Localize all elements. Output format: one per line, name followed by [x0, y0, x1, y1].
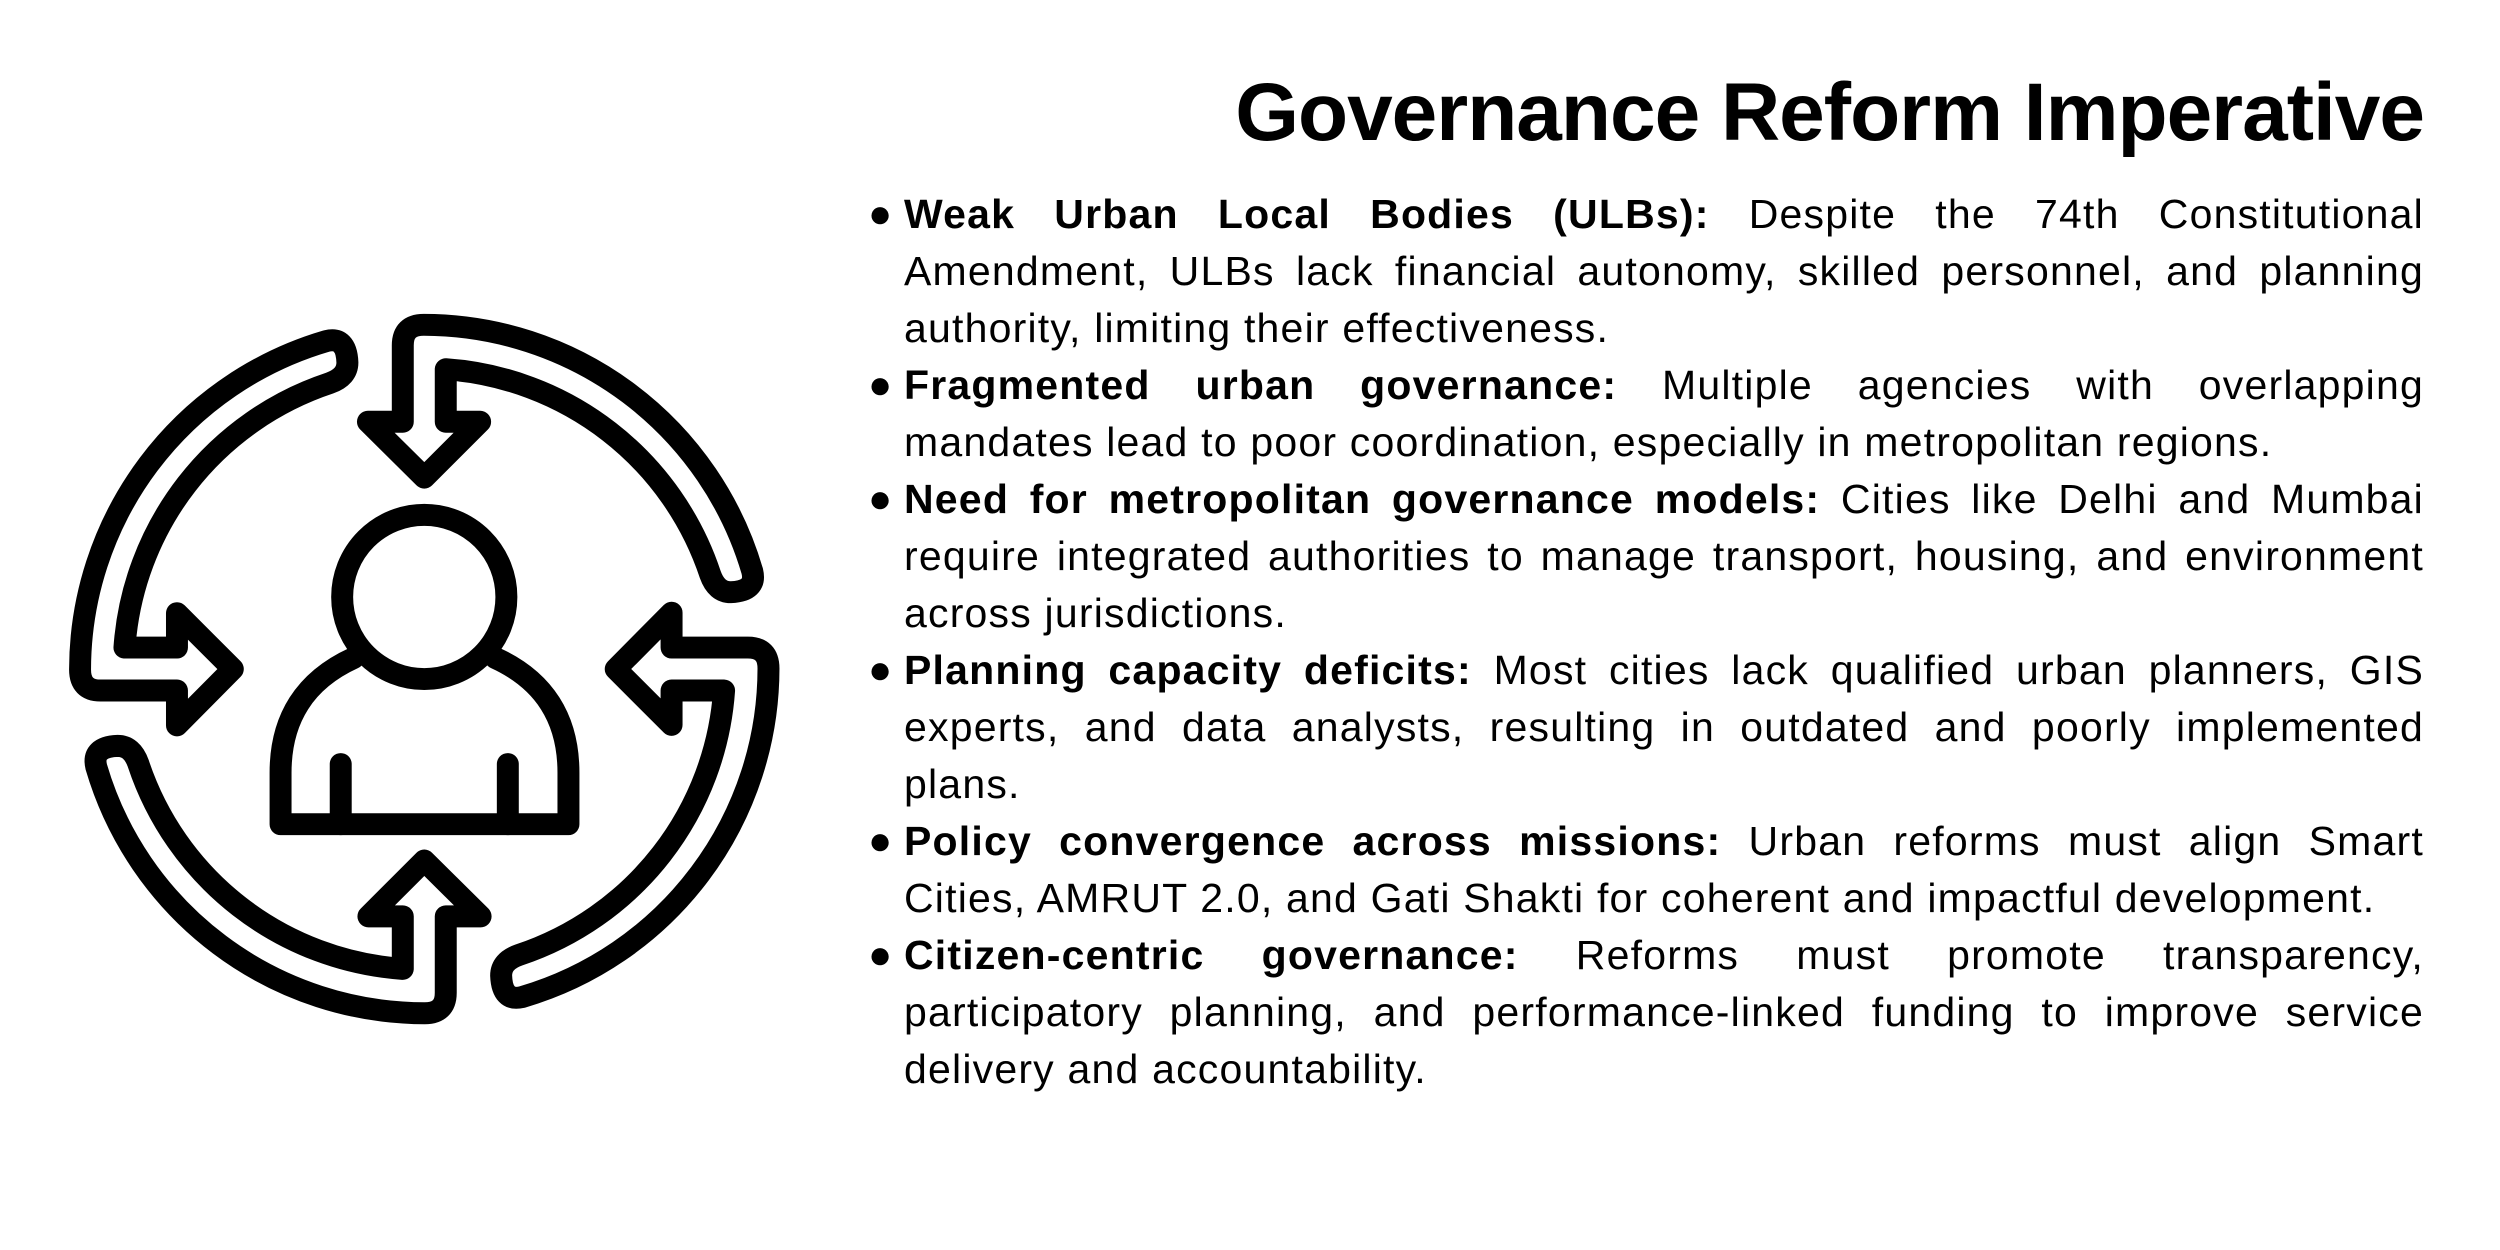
item-heading: Weak Urban Local Bodies (ULBs):	[904, 191, 1710, 237]
item-heading: Need for metropolitan governance models:	[904, 476, 1821, 522]
list-item	[868, 642, 2424, 813]
reform-list	[868, 186, 2424, 1098]
item-heading: Planning capacity deficits:	[904, 647, 1472, 693]
arrow-top-icon	[368, 325, 753, 592]
item-text: Most cities lack qualified urban planners, GIS experts, and data analysts, resulting in outdated and poorly implemented plans.	[904, 647, 2424, 807]
arrow-left-icon	[80, 340, 347, 725]
bullet-icon: ●	[868, 192, 894, 236]
item-heading: Policy convergence across missions:	[904, 818, 1722, 864]
item-text: Cities like Delhi and Mumbai require integrated authorities to manage transport, housing, and environment across jurisdictions.	[904, 476, 2424, 636]
page-title: Governance Reform Imperative	[1235, 67, 2424, 158]
bullet-icon: ●	[868, 477, 894, 521]
item-text: Despite the 74th Constitutional Amendment, ULBs lack financial autonomy, skilled personnel, and planning authority, limiting their effectiveness.	[904, 191, 2424, 351]
item-heading: Citizen-centric governance:	[904, 932, 1519, 978]
person-icon	[281, 515, 569, 824]
item-heading: Fragmented urban governance:	[904, 362, 1618, 408]
list-item	[868, 927, 2424, 1098]
bullet-icon: ●	[868, 819, 894, 863]
governance-person-cycle-icon	[60, 300, 800, 1040]
list-item	[868, 813, 2424, 927]
bullet-icon: ●	[868, 363, 894, 407]
item-text: Reforms must promote transparency, participatory planning, and performance-linked funding to improve service delivery and accountability.	[904, 932, 2424, 1092]
list-item	[868, 471, 2424, 642]
item-text: Urban reforms must align Smart Cities, AMRUT 2.0, and Gati Shakti for coherent and impactful development.	[904, 818, 2424, 921]
bullet-icon: ●	[868, 648, 894, 692]
item-text: Multiple agencies with overlapping mandates lead to poor coordination, especially in metropolitan regions.	[904, 362, 2424, 465]
list-item	[868, 186, 2424, 357]
list-item	[868, 357, 2424, 471]
arrow-right-icon	[501, 613, 768, 998]
bullet-icon: ●	[868, 933, 894, 977]
